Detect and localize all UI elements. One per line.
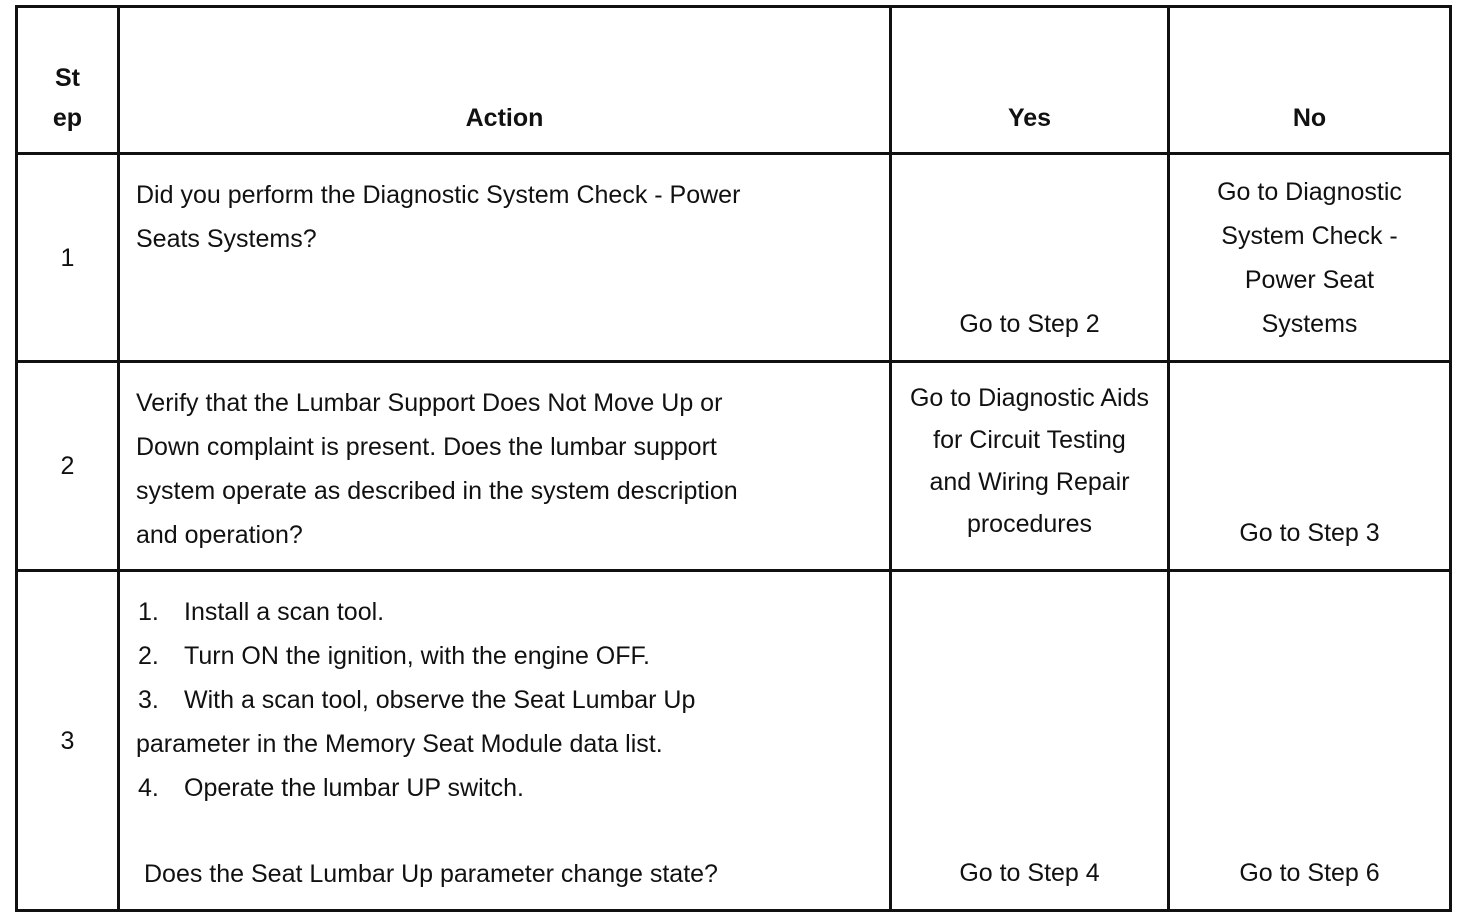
action-cell: Verify that the Lumbar Support Does Not Move Up or Down complaint is present. Does the lumbar support system operate as described in the system description and operation? xyxy=(119,362,891,571)
no-outcome: Go to Diagnostic System Check - Power Seat Systems xyxy=(1217,178,1402,338)
table-row xyxy=(17,154,1451,362)
list-item: 1. Install a scan tool. xyxy=(138,598,385,626)
action-cell: Did you perform the Diagnostic System Check - Power Seats Systems? xyxy=(119,154,891,362)
header-no: No xyxy=(1169,7,1451,154)
step-number: 3 xyxy=(17,571,119,911)
table-row xyxy=(17,571,1451,911)
no-cell xyxy=(1169,571,1451,911)
no-cell xyxy=(1169,362,1451,571)
list-item: 3. With a scan tool, observe the Seat Lumbar Up xyxy=(138,686,696,714)
step-number: 1 xyxy=(17,154,119,362)
yes-outcome: Go to Diagnostic Aids for Circuit Testing and Wiring Repair procedures xyxy=(909,384,1149,538)
yes-cell xyxy=(891,571,1169,911)
header-yes: Yes xyxy=(891,7,1169,154)
no-outcome: Go to Step 3 xyxy=(1239,519,1380,547)
header-action: Action xyxy=(119,7,891,154)
no-cell xyxy=(1169,154,1451,362)
yes-cell xyxy=(891,362,1169,571)
action-question: Does the Seat Lumbar Up parameter change state? xyxy=(144,860,718,888)
list-item: 2. Turn ON the ignition, with the engine OFF. xyxy=(138,642,650,670)
yes-outcome: Go to Step 2 xyxy=(959,310,1100,338)
step-number: 2 xyxy=(17,362,119,571)
yes-cell xyxy=(891,154,1169,362)
header-step-label: St ep xyxy=(52,64,83,132)
header-step xyxy=(17,7,119,154)
diagnostic-table xyxy=(15,5,1452,912)
list-item: 4. Operate the lumbar UP switch. xyxy=(138,774,524,802)
action-cell xyxy=(119,571,891,911)
yes-outcome: Go to Step 4 xyxy=(959,859,1100,887)
no-outcome: Go to Step 6 xyxy=(1239,859,1380,887)
table-header-row xyxy=(17,7,1451,154)
table-row xyxy=(17,362,1451,571)
list-item-continuation: parameter in the Memory Seat Module data list. xyxy=(136,730,663,758)
